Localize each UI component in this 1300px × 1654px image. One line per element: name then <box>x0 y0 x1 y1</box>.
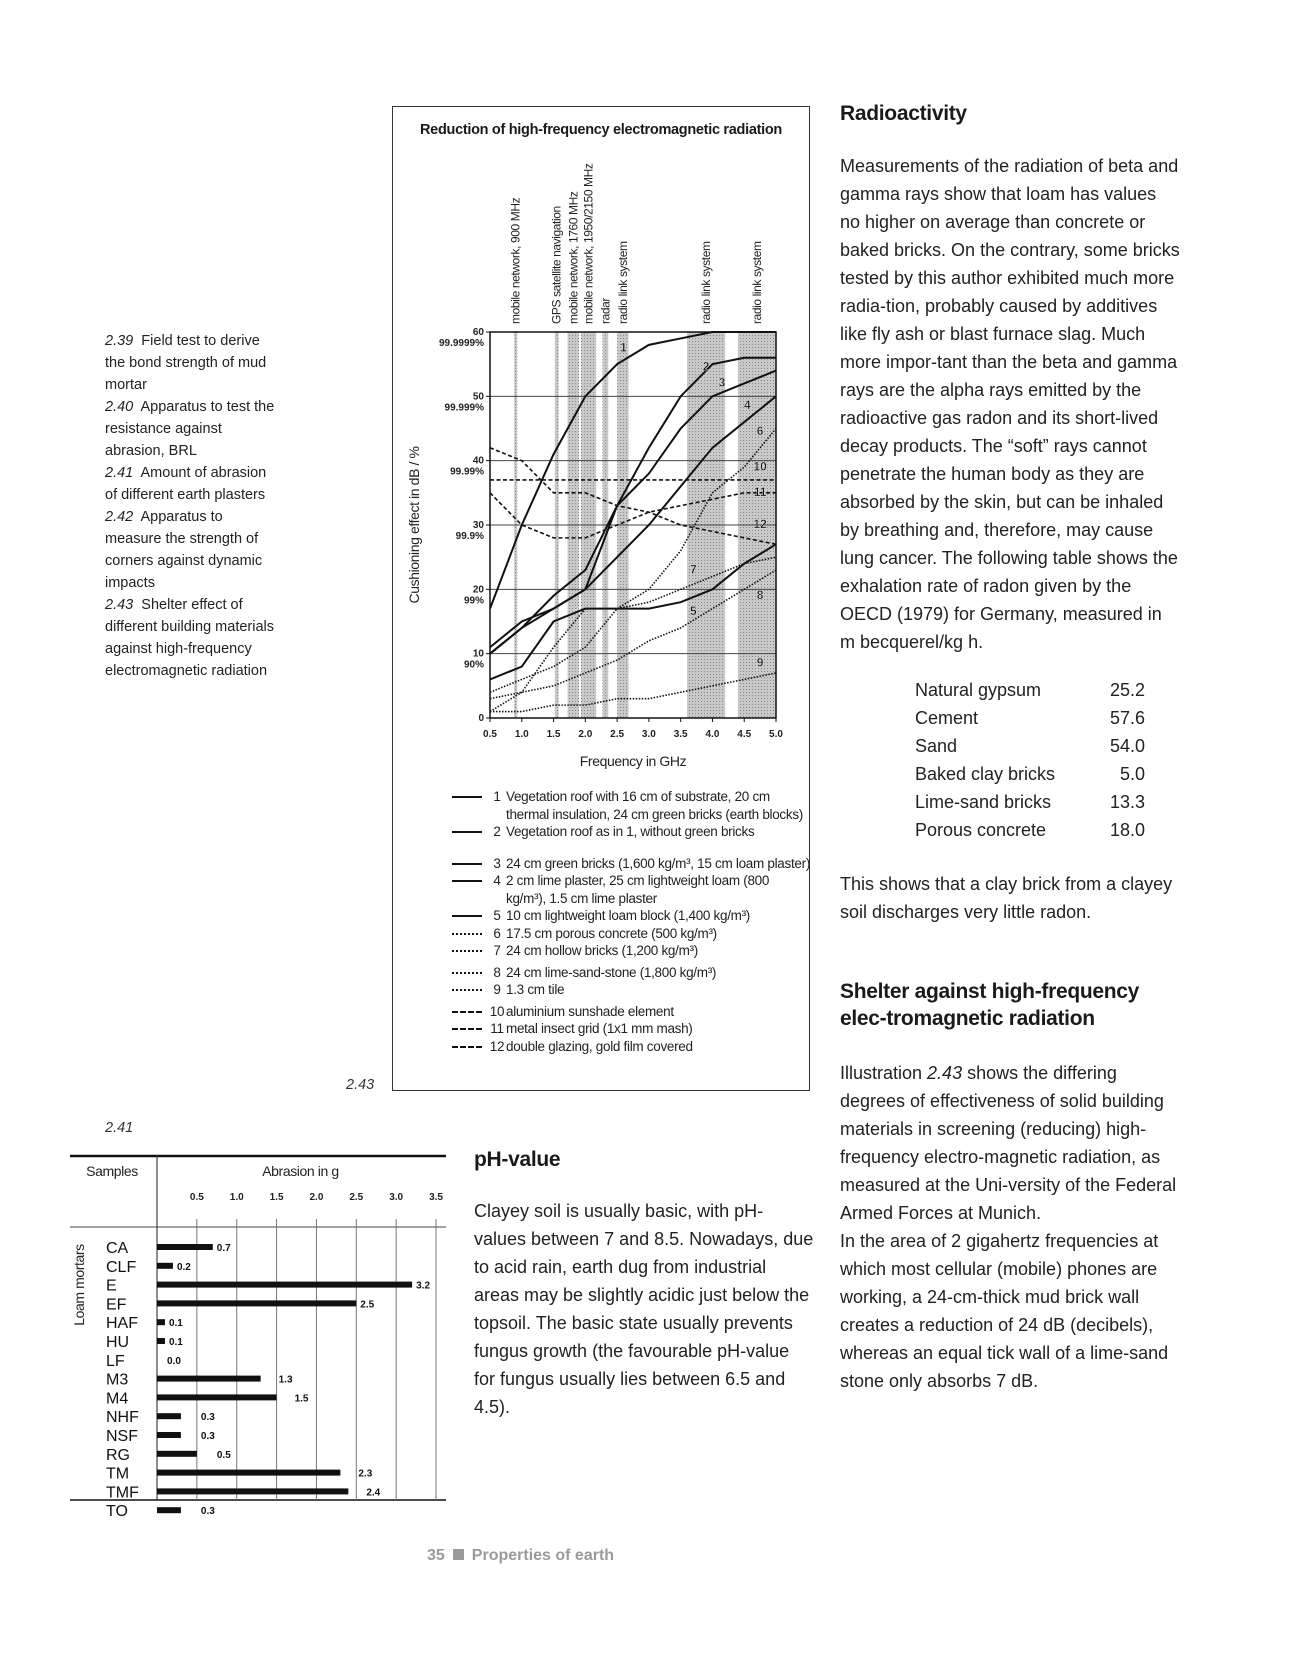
band-label: radio link system <box>749 241 764 324</box>
series-line-5 <box>490 544 776 679</box>
caption-item: 2.39 Field test to derive the bond strength of mud mortar <box>105 333 267 393</box>
material-name: Porous concrete <box>915 819 1047 840</box>
value-label: 1.5 <box>294 1393 309 1405</box>
radon-value: 18.0 <box>1109 819 1145 840</box>
legend-number: 1 <box>493 789 501 804</box>
legend-item <box>452 925 812 943</box>
em-radiation-chart <box>392 140 810 780</box>
series-number-label: 11 <box>753 485 767 500</box>
value-label: 2.5 <box>360 1299 375 1311</box>
legend-item <box>452 907 812 925</box>
bar <box>157 1244 213 1250</box>
category-label: TO <box>106 1503 128 1521</box>
y-tick-percent: 99.9999% <box>438 338 484 349</box>
category-label: RG <box>106 1446 130 1464</box>
legend-label: 24 cm hollow bricks (1,200 kg/m³) <box>506 943 698 958</box>
radon-table-row <box>915 816 1145 844</box>
y-tick-percent: 99.999% <box>444 402 484 414</box>
band-label: radio link system <box>699 241 714 324</box>
legend-item <box>452 981 812 999</box>
legend-line-swatch <box>452 950 482 952</box>
legend-item <box>452 964 812 982</box>
x-tick-label: 5.0 <box>769 729 783 740</box>
radon-exhalation-table <box>915 676 1145 844</box>
material-name: Lime-sand bricks <box>915 791 1052 812</box>
legend-label: 2 cm lime plaster, 25 cm lightweight loam (800 kg/m³), 1.5 cm lime plaster <box>506 873 770 906</box>
section-title: Properties of earth <box>471 1547 615 1564</box>
y-tick-percent: 99% <box>463 595 484 607</box>
x-tick-label: 1.5 <box>269 1192 284 1203</box>
legend-number: 7 <box>493 943 501 958</box>
bar <box>157 1376 261 1382</box>
legend-line-swatch <box>452 880 482 882</box>
ph-heading: pH-value <box>474 1148 561 1171</box>
legend-line-swatch <box>452 831 482 833</box>
radioactivity-section <box>840 102 1180 926</box>
legend-line-swatch <box>452 796 482 798</box>
page-footer <box>427 1547 614 1565</box>
legend-number: 12 <box>489 1038 505 1054</box>
caption-item: 2.40 Apparatus to test the resistance against abrasion, BRL <box>105 399 275 459</box>
group-label: Loam mortars <box>71 1244 87 1326</box>
radon-value: 25.2 <box>1109 679 1145 700</box>
y-tick-percent: 99.99% <box>450 466 484 478</box>
legend-label: 24 cm green bricks (1,600 kg/m³, 15 cm loam plaster) <box>506 855 811 871</box>
radon-value: 54.0 <box>1109 735 1145 756</box>
value-label: 0.2 <box>176 1261 191 1273</box>
series-line-12 <box>490 448 776 545</box>
x-tick-label: 1.5 <box>546 729 561 740</box>
radon-table-row <box>915 704 1145 732</box>
legend-line-swatch <box>452 915 482 917</box>
legend-label: aluminium sunshade element <box>506 1003 674 1019</box>
bar <box>157 1470 340 1476</box>
bar <box>157 1488 348 1494</box>
legend-number: 10 <box>489 1003 505 1019</box>
bar <box>157 1319 165 1325</box>
shelter-section <box>840 978 1180 1395</box>
value-label: 0.3 <box>200 1412 215 1424</box>
series-number-label: 10 <box>753 459 767 474</box>
legend-line-swatch <box>452 1028 482 1030</box>
x-tick-label: 3.0 <box>389 1192 404 1203</box>
category-label: M4 <box>106 1390 129 1408</box>
bar <box>157 1282 412 1288</box>
legend-line-swatch <box>452 863 482 865</box>
series-line-7 <box>490 557 776 692</box>
radon-table-row <box>915 788 1145 816</box>
legend-label: Vegetation roof as in 1, without green bricks <box>506 824 755 839</box>
category-label: M3 <box>106 1371 129 1389</box>
series-line-1 <box>490 332 776 609</box>
x-tick-label: 1.0 <box>514 729 529 740</box>
material-name: Sand <box>915 735 958 756</box>
legend-item <box>452 823 812 841</box>
radon-table-row <box>915 732 1145 760</box>
shelter-paragraph: Illustration 2.43 shows the differing degrees of effectiveness of solid building materials in screening (reducing) high-frequency electro-magnetic radiation, as measured at the Uni-versity of the Federal Armed Forces at Munich. In the area of 2 gigahertz frequencies at which most cellular (mobile) phones are working, a 24-cm-thick mud brick wall creates a reduction of 24 dB (decibels), whereas an equal tick wall of a lime-sand stone only absorbs 7 dB. <box>840 1063 1177 1391</box>
x-tick-label: 0.5 <box>483 729 497 740</box>
y-tick-label: 10 <box>472 648 484 660</box>
material-name: Cement <box>915 707 979 728</box>
legend-number: 6 <box>493 925 501 941</box>
bar <box>157 1394 277 1400</box>
x-tick-label: 3.5 <box>429 1192 443 1203</box>
y-tick-percent: 99.9% <box>455 531 484 542</box>
series-number-label: 12 <box>753 517 767 532</box>
series-number-label: 6 <box>756 423 764 438</box>
material-name: Natural gypsum <box>915 679 1042 700</box>
ph-paragraph: Clayey soil is usually basic, with pH-values between 7 and 8.5. Nowadays, due to acid rain, earth dug from industrial areas may be slightly acidic just below the topsoil. The basic state usually prevents fungus growth (the favourable pH-value for fungus usually lies between 6.5 and 4.5). <box>474 1201 814 1417</box>
chart-legend <box>452 788 812 1055</box>
legend-label: double glazing, gold film covered <box>506 1038 693 1054</box>
legend-number: 9 <box>493 982 501 997</box>
legend-item <box>452 872 812 907</box>
legend-line-swatch <box>452 972 482 974</box>
series-number-label: 8 <box>756 587 764 602</box>
band-label: radio link system <box>615 241 630 324</box>
x-tick-label: 0.5 <box>189 1192 204 1203</box>
band-label: GPS satellite navigation <box>549 206 564 324</box>
y-tick-percent: 90% <box>463 659 484 671</box>
legend-label: 24 cm lime-sand-stone (1,800 kg/m³) <box>506 964 717 980</box>
radon-value: 57.6 <box>1109 707 1145 728</box>
legend-label: 1.3 cm tile <box>506 982 565 997</box>
legend-item <box>452 1038 812 1056</box>
x-axis-label: Frequency in GHz <box>579 753 687 769</box>
category-label: NHF <box>106 1409 139 1427</box>
category-label: EF <box>106 1296 127 1314</box>
x-tick-label: 4.0 <box>705 729 720 740</box>
caption-item: 2.43 Shelter effect of different building materials against high-frequency electromagnetic radiation <box>105 597 274 679</box>
x-tick-label: 1.0 <box>229 1192 244 1203</box>
band-label: mobile network, 1760 MHz <box>566 191 581 324</box>
legend-item <box>452 855 812 873</box>
series-line-9 <box>490 673 776 712</box>
category-label: LF <box>106 1352 125 1370</box>
value-label: 0.1 <box>168 1318 183 1330</box>
square-bullet-icon <box>453 1549 464 1560</box>
figure-number-2-43: 2.43 <box>346 1077 375 1093</box>
column-header-samples: Samples <box>86 1163 138 1179</box>
legend-item <box>452 942 812 960</box>
bar <box>157 1432 181 1438</box>
y-tick-label: 30 <box>472 520 484 531</box>
x-tick-label: 2.5 <box>610 729 625 740</box>
category-label: TMF <box>106 1484 139 1502</box>
category-label: NSF <box>106 1428 138 1445</box>
radioactivity-heading: Radioactivity <box>840 102 967 125</box>
bar <box>157 1263 173 1269</box>
value-label: 0.3 <box>200 1431 215 1442</box>
legend-label: 10 cm lightweight loam block (1,400 kg/m³) <box>506 908 751 923</box>
legend-number: 11 <box>490 1021 504 1036</box>
value-label: 0.7 <box>216 1243 231 1254</box>
legend-line-swatch <box>452 989 482 991</box>
legend-line-swatch <box>452 1011 482 1013</box>
category-label: HAF <box>106 1315 138 1333</box>
legend-item <box>452 788 812 823</box>
category-label: TM <box>106 1465 130 1483</box>
figure-number-2-41: 2.41 <box>105 1120 134 1136</box>
legend-label: metal insect grid (1x1 mm mash) <box>506 1021 693 1036</box>
legend-line-swatch <box>452 933 482 935</box>
radon-table-row <box>915 760 1145 788</box>
value-label: 0.0 <box>167 1355 181 1367</box>
bar <box>157 1507 181 1513</box>
band-label: mobile network, 1950/2150 MHz <box>581 163 596 324</box>
x-tick-label: 4.5 <box>737 729 752 740</box>
radon-value: 5.0 <box>1119 763 1145 784</box>
x-tick-label: 3.5 <box>673 729 688 740</box>
legend-number: 4 <box>493 873 501 888</box>
x-tick-label: 2.0 <box>578 729 593 740</box>
series-number-label: 2 <box>702 359 710 374</box>
value-label: 2.3 <box>358 1468 373 1480</box>
series-number-label: 3 <box>718 375 726 390</box>
series-number-label: 5 <box>690 604 697 619</box>
x-axis-label: Abrasion in g <box>262 1163 339 1179</box>
bar <box>157 1451 197 1457</box>
y-tick-label: 60 <box>472 327 484 338</box>
bar <box>157 1338 165 1344</box>
page-number: 35 <box>427 1547 445 1564</box>
y-axis-label: Cushioning effect in dB / % <box>406 446 422 604</box>
legend-number: 2 <box>493 824 501 839</box>
y-tick-label: 20 <box>472 584 484 596</box>
band-label: mobile network, 900 MHz <box>508 197 523 324</box>
legend-line-swatch <box>452 1046 482 1048</box>
series-number-label: 4 <box>744 398 751 413</box>
value-label: 0.5 <box>216 1449 231 1461</box>
abrasion-bar-chart <box>68 1150 448 1521</box>
figure-reference: 2.43 <box>927 1063 963 1083</box>
x-tick-label: 3.0 <box>641 729 656 740</box>
series-number-label: 9 <box>756 655 764 670</box>
x-tick-label: 2.0 <box>309 1192 324 1203</box>
legend-label: Vegetation roof with 16 cm of substrate, 20 cm thermal insulation, 24 cm green bricks (earth blocks) <box>506 789 803 822</box>
bar <box>157 1413 181 1419</box>
bar <box>157 1300 356 1306</box>
category-label: CA <box>106 1240 129 1257</box>
radon-table-row <box>915 676 1145 704</box>
figure-captions <box>105 330 275 682</box>
legend-item <box>452 1020 812 1038</box>
y-tick-label: 40 <box>472 455 484 467</box>
category-label: E <box>106 1277 117 1295</box>
material-name: Baked clay bricks <box>915 763 1056 784</box>
y-tick-label: 0 <box>478 713 484 724</box>
band-label: radar <box>598 297 613 324</box>
caption-item: 2.42 Apparatus to measure the strength of corners against dynamic impacts <box>105 509 263 591</box>
chart-title: Reduction of high-frequency electromagnetic radiation <box>420 122 782 138</box>
radioactivity-paragraph: Measurements of the radiation of beta and gamma rays show that loam has values no higher on average than concrete or baked bricks. On the contrary, some bricks tested by this author exhibited much more radia-tion, probably caused by additives like fly ash or blast furnace slag. Much more impor-tant than the beta and gamma rays are the alpha rays emitted by the radioactive gas radon and its short-lived decay products. The “soft” rays cannot penetrate the human body as they are absorbed by the skin, but can be inhaled by breathing and, therefore, may cause lung cancer. The following table shows the exhalation rate of radon given by the OECD (1979) for Germany, measured in m becquerel/kg h. <box>840 156 1180 652</box>
category-label: CLF <box>106 1258 137 1276</box>
series-number-label: 1 <box>620 340 627 355</box>
value-label: 3.2 <box>416 1280 431 1292</box>
legend-number: 3 <box>493 855 501 871</box>
legend-label: 17.5 cm porous concrete (500 kg/m³) <box>506 925 717 941</box>
value-label: 0.1 <box>168 1337 183 1348</box>
series-number-label: 7 <box>690 562 697 577</box>
ph-section <box>474 1148 814 1421</box>
caption-item: 2.41 Amount of abrasion of different earth plasters <box>105 465 267 503</box>
legend-number: 5 <box>493 908 501 923</box>
legend-item <box>452 1003 812 1021</box>
shelter-heading: Shelter against high-frequency elec-tromagnetic radiation <box>840 980 1140 1030</box>
x-tick-label: 2.5 <box>349 1192 364 1203</box>
value-label: 2.4 <box>366 1487 381 1499</box>
value-label: 1.3 <box>278 1374 293 1386</box>
radon-value: 13.3 <box>1109 791 1145 812</box>
category-label: HU <box>106 1334 130 1351</box>
value-label: 0.3 <box>200 1506 215 1518</box>
y-tick-label: 50 <box>472 391 484 403</box>
legend-number: 8 <box>493 964 501 980</box>
radioactivity-conclusion: This shows that a clay brick from a clayey soil discharges very little radon. <box>840 874 1173 922</box>
